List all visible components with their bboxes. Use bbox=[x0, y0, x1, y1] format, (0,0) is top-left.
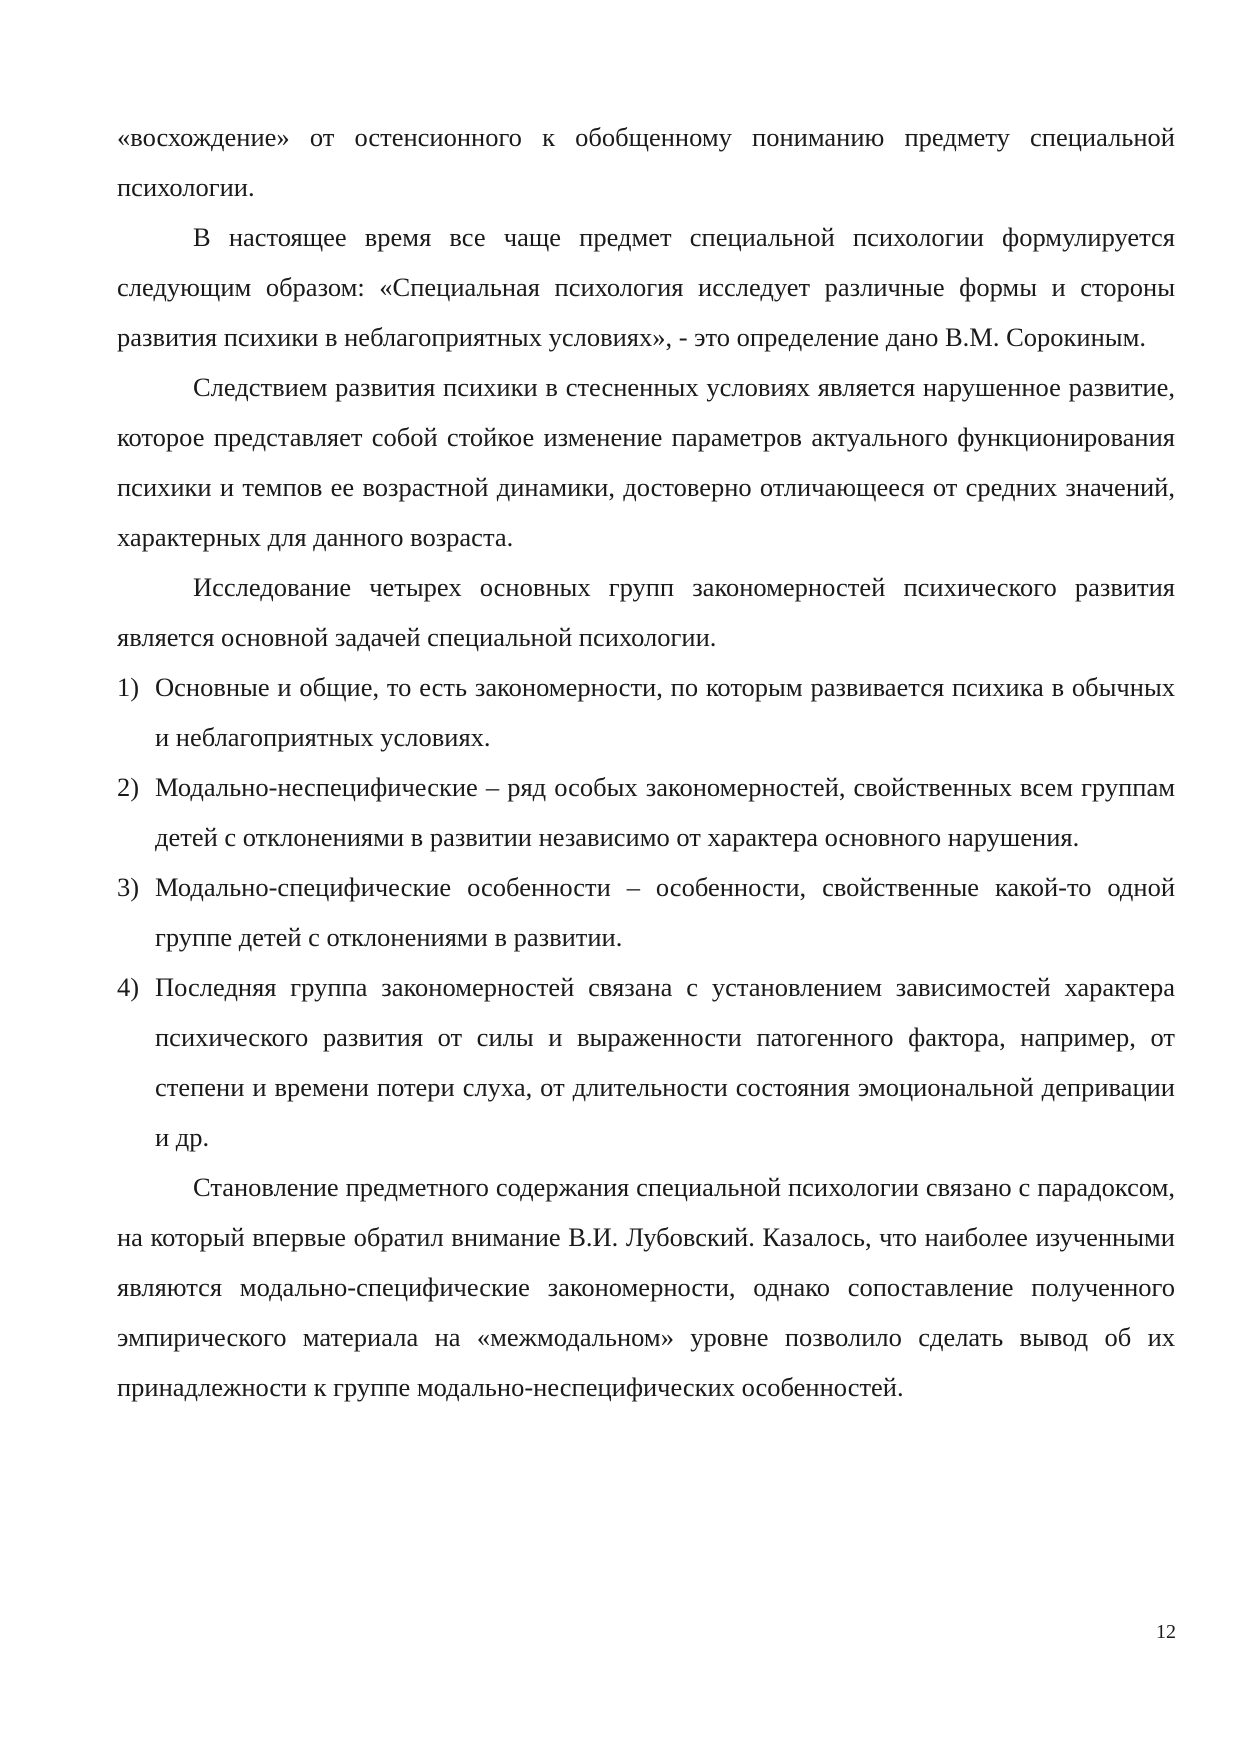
paragraph-paradox: Становление предметного содержания специальной психологии связано с парадоксом, на который впервые обратил внимание В.И. Лубовский. Казалось, что наиболее изученными являются модально-специфические закономерности, однако сопоставление полученного эмпирического материала на «межмодальном» уровне позволило сделать вывод об их принадлежности к группе модально-неспецифических особенностей. bbox=[117, 1172, 1175, 1402]
list-item-text: Основные и общие, то есть закономерности, по которым развивается психика в обычных и неблагоприятных условиях. bbox=[155, 672, 1175, 752]
list-item bbox=[117, 762, 1175, 862]
list-item-text: Последняя группа закономерностей связана с установлением зависимостей характера психического развития от силы и выраженности патогенного фактора, например, от степени и времени потери слуха, от длительности состояния эмоциональной депривации и др. bbox=[155, 972, 1175, 1152]
page-number: 12 bbox=[1156, 1621, 1176, 1643]
regularities-list bbox=[117, 662, 1175, 1162]
paragraph-four-groups: Исследование четырех основных групп закономерностей психического развития является основной задачей специальной психологии. bbox=[117, 572, 1175, 652]
paragraph-continuation: «восхождение» от остенсионного к обобщенному пониманию предмету специальной психологии. bbox=[117, 122, 1175, 202]
list-item-number: 4) bbox=[117, 972, 140, 1002]
list-item-text: Модально-специфические особенности – особенности, свойственные какой-то одной группе детей с отклонениями в развитии. bbox=[155, 872, 1175, 952]
document-page bbox=[117, 112, 1175, 1412]
paragraph-impaired-development: Следствием развития психики в стесненных условиях является нарушенное развитие, которое представляет собой стойкое изменение параметров актуального функционирования психики и темпов ее возрастной динамики, достоверно отличающееся от средних значений, характерных для данного возраста. bbox=[117, 372, 1175, 552]
list-item-text: Модально-неспецифические – ряд особых закономерностей, свойственных всем группам детей с отклонениями в развитии независимо от характера основного нарушения. bbox=[155, 772, 1175, 852]
list-item bbox=[117, 862, 1175, 962]
list-item-number: 1) bbox=[117, 672, 140, 702]
paragraph-subject-definition: В настоящее время все чаще предмет специальной психологии формулируется следующим образом: «Специальная психология исследует различные формы и стороны развития психики в неблагоприятных условиях», - это определение дано В.М. Сорокиным. bbox=[117, 222, 1175, 352]
list-item bbox=[117, 662, 1175, 762]
list-item bbox=[117, 962, 1175, 1162]
list-item-number: 2) bbox=[117, 772, 140, 802]
list-item-number: 3) bbox=[117, 872, 140, 902]
